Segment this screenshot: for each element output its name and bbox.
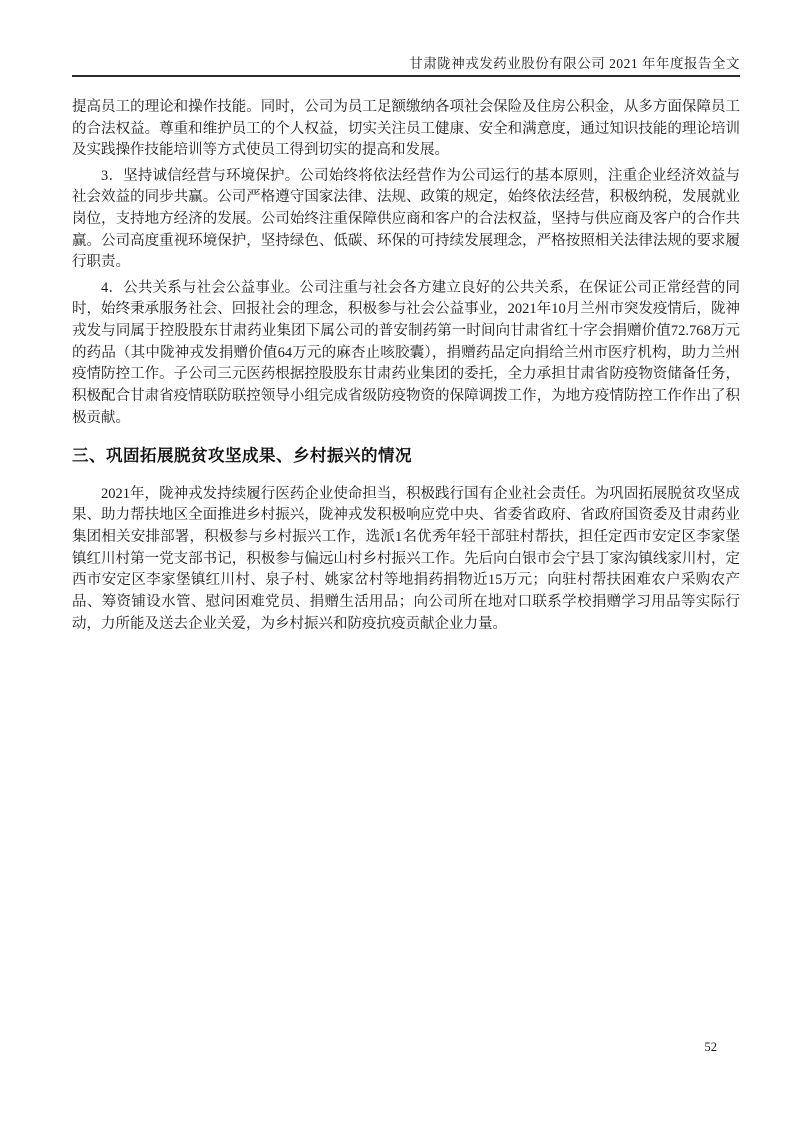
section-heading-rural-revitalization: 三、巩固拓展脱贫攻坚成果、乡村振兴的情况 [72, 446, 412, 465]
paragraph-integrity-environment: 3．坚持诚信经营与环境保护。公司始终将依法经营作为公司运行的基本原则，注重企业经济效益与社会效益的同步共赢。公司严格遵守国家法律、法规、政策的规定，始终依法经营，积极纳税，发展就业岗位，支持地方经济的发展。公司始终注重保障供应商和客户的合法权益，坚持与供应商及客户的合作共赢。公司高度重视环境保护，坚持绿色、低碳、环保的可持续发展理念，严格按照相关法律法规的要求履行职责。 [72, 167, 740, 271]
report-header-title: 甘肃陇神戎发药业股份有限公司 2021 年年度报告全文 [409, 56, 740, 71]
page-header [72, 0, 740, 77]
paragraph-public-welfare: 4．公共关系与社会公益事业。公司注重与社会各方建立良好的公共关系，在保证公司正常经营的同时，始终秉承服务社会、回报社会的理念，积极参与社会公益事业，2021年10月兰州市突发疫情后，陇神戎发与同属于控股股东甘肃药业集团下属公司的普安制药第一时间向甘肃省红十字会捐赠价值72.768万元的药品（其中陇神戎发捐赠价值64万元的麻杏止咳胶囊），捐赠药品定向捐给兰州市医疗机构，助力兰州疫情防控工作。子公司三元医药根据控股股东甘肃药业集团的委托，全力承担甘肃省防疫物资储备任务，积极配合甘肃省疫情联防联控领导小组完成省级防疫物资的保障调拨工作，为地方疫情防控工作作出了积极贡献。 [72, 279, 740, 426]
paragraph-rural-revitalization: 2021年，陇神戎发持续履行医药企业使命担当，积极践行国有企业社会责任。为巩固拓展脱贫攻坚成果、助力帮扶地区全面推进乡村振兴，陇神戎发积极响应党中央、省委省政府、省政府国资委及甘肃药业集团相关安排部署，积极参与乡村振兴工作，选派1名优秀年轻干部驻村帮扶，担任定西市安定区李家堡镇红川村第一党支部书记，积极参与偏远山村乡村振兴工作。先后向白银市会宁县丁家沟镇线家川村，定西市安定区李家堡镇红川村、泉子村、姚家岔村等地捐药捐物近15万元；向驻村帮扶困难农户采购农产品、筹资铺设水管、慰问困难党员、捐赠生活用品；向公司所在地对口联系学校捐赠学习用品等实际行动，力所能及送去企业关爱，为乡村振兴和防疫抗疫贡献企业力量。 [72, 485, 740, 632]
header-divider [72, 75, 740, 77]
page-body [72, 97, 740, 635]
paragraph-employee-training: 提高员工的理论和操作技能。同时，公司为员工足额缴纳各项社会保险及住房公积金，从多方面保障员工的合法权益。尊重和维护员工的个人权益，切实关注员工健康、安全和满意度，通过知识技能的理论培训及实践操作技能培训等方式使员工得到切实的提高和发展。 [72, 99, 740, 159]
page-content [72, 0, 740, 639]
page-number: 52 [704, 1040, 717, 1054]
